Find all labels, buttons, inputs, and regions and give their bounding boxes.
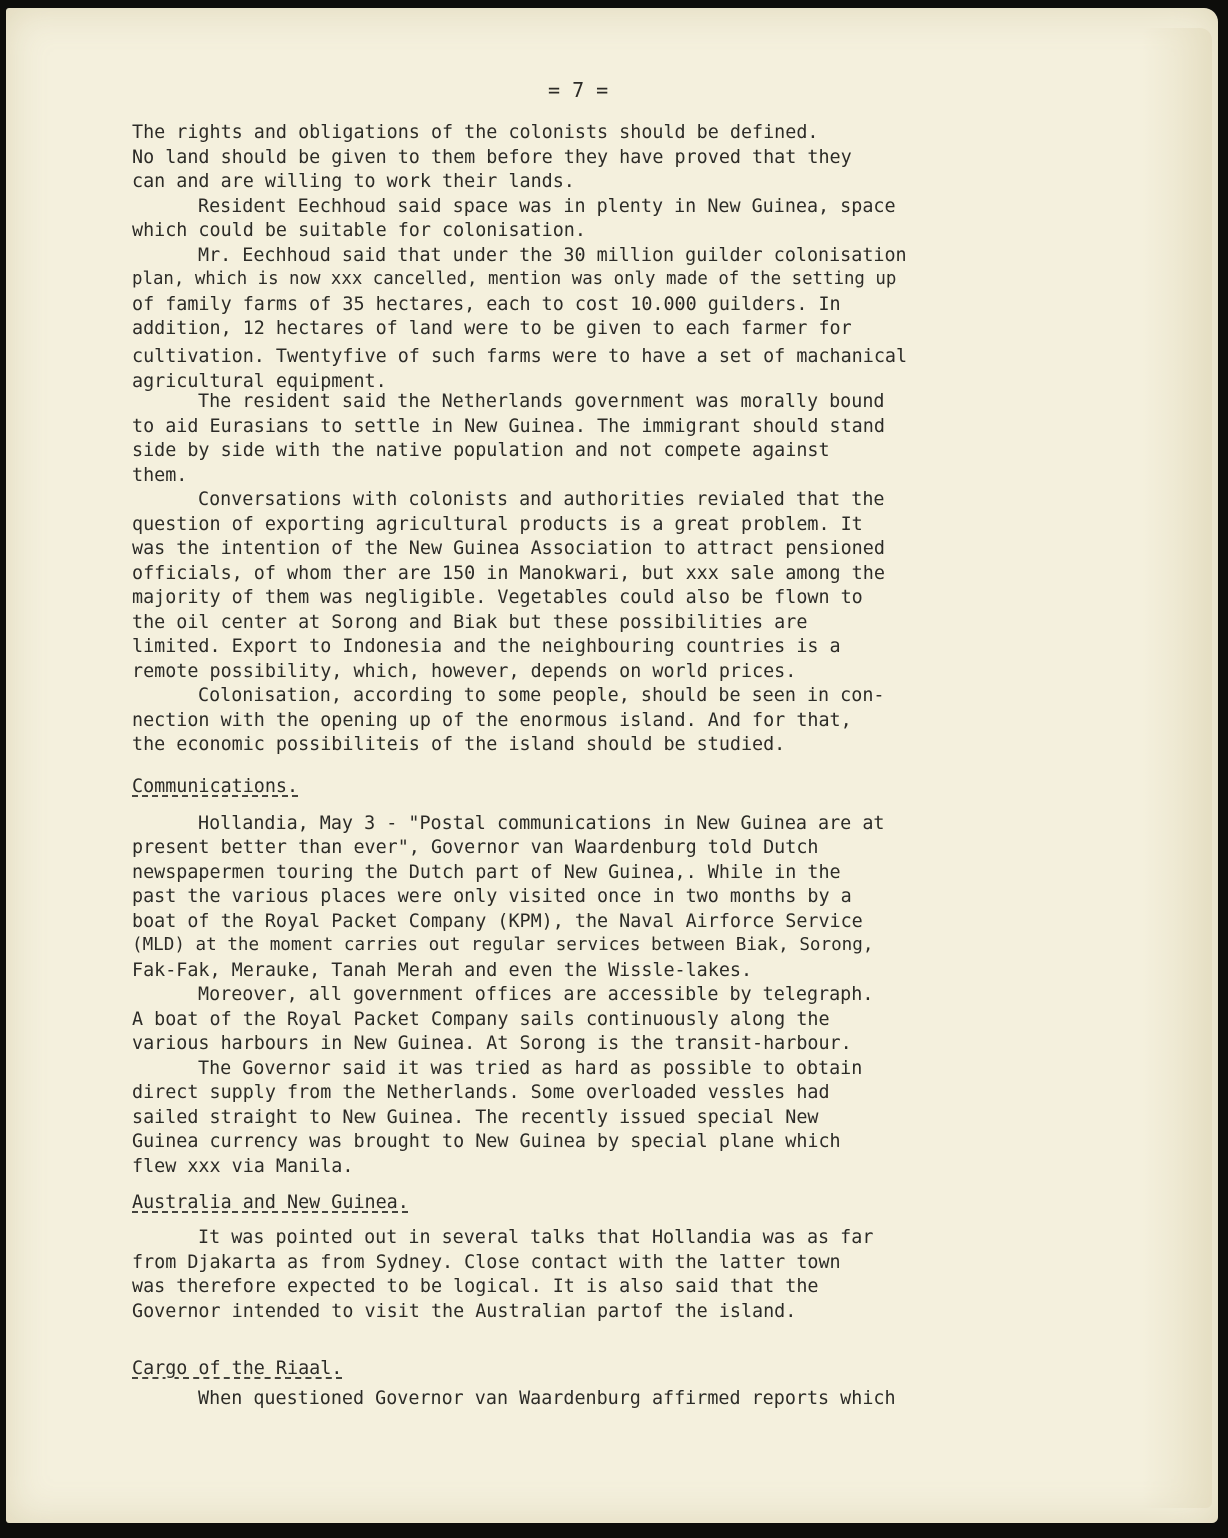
body-line: flew xxx via Manila.	[132, 1156, 354, 1177]
body-line: Mr. Eechhoud said that under the 30 million guilder colonisation	[198, 245, 907, 266]
body-line: Conversations with colonists and authorities revialed that the	[198, 489, 885, 510]
body-line: nection with the opening up of the enormous island. And for that,	[132, 710, 852, 731]
body-line: The Governor said it was tried as hard as possible to obtain	[198, 1058, 863, 1079]
body-line: Guinea currency was brought to New Guinea by special plane which	[132, 1131, 841, 1152]
body-line: side by side with the native population and not compete against	[132, 440, 830, 461]
body-line: officials, of whom ther are 150 in Manokwari, but xxx sale among the	[132, 563, 885, 584]
body-line: A boat of the Royal Packet Company sails continuously along the	[132, 1009, 830, 1030]
body-line: sailed straight to New Guinea. The recently issued special New	[132, 1107, 819, 1128]
body-line: boat of the Royal Packet Company (KPM), the Naval Airforce Service	[132, 911, 863, 932]
body-line: direct supply from the Netherlands. Some overloaded vessles had	[132, 1082, 830, 1103]
body-line: various harbours in New Guinea. At Sorong is the transit-harbour.	[132, 1033, 852, 1054]
body-line: was the intention of the New Guinea Association to attract pensioned	[132, 538, 885, 559]
body-line: Hollandia, May 3 - "Postal communications in New Guinea are at	[198, 813, 885, 834]
body-line: Moreover, all government offices are accessible by telegraph.	[198, 984, 874, 1005]
body-line: can and are willing to work their lands.	[132, 171, 575, 192]
body-line: When questioned Governor van Waardenburg affirmed reports which	[198, 1388, 896, 1409]
body-line: The rights and obligations of the colonists should be defined.	[132, 122, 819, 143]
body-line: newspapermen touring the Dutch part of New Guinea,. While in the	[132, 862, 841, 883]
document-body	[132, 0, 1192, 1449]
body-line: which could be suitable for colonisation.	[132, 220, 586, 241]
page-number: = 7 =	[548, 78, 609, 102]
body-line: cultivation. Twentyfive of such farms were to have a set of machanical agricultural equipment.	[132, 346, 908, 392]
body-line: (MLD) at the moment carries out regular services between Biak, Sorong,	[132, 935, 874, 955]
body-line: limited. Export to Indonesia and the neighbouring countries is a	[132, 636, 841, 657]
body-line: Colonisation, according to some people, should be seen in con-	[198, 685, 885, 706]
body-line: from Djakarta as from Sydney. Close contact with the latter town	[132, 1252, 841, 1273]
body-line: them.	[132, 465, 188, 486]
body-line: of family farms of 35 hectares, each to cost 10.000 guilders. In	[132, 294, 841, 315]
body-line: Fak-Fak, Merauke, Tanah Merah and even the Wissle-lakes.	[132, 960, 753, 981]
body-line: The resident said the Netherlands government was morally bound	[198, 391, 885, 412]
body-line: remote possibility, which, however, depends on world prices.	[132, 661, 797, 682]
section-heading: Communications.	[132, 776, 299, 797]
body-line: past the various places were only visited once in two months by a	[132, 886, 852, 907]
body-line: the economic possibiliteis of the island should be studied.	[132, 734, 786, 755]
body-line: was therefore expected to be logical. It is also said that the	[132, 1276, 819, 1297]
body-line: No land should be given to them before they have proved that they	[132, 147, 852, 168]
body-line: present better than ever", Governor van Waardenburg told Dutch	[132, 837, 819, 858]
body-line: the oil center at Sorong and Biak but these possibilities are	[132, 612, 808, 633]
body-line: Governor intended to visit the Australian partof the island.	[132, 1301, 797, 1322]
body-line: plan, which is now xxx cancelled, mention was only made of the setting up	[132, 269, 897, 289]
section-heading: Cargo of the Riaal.	[132, 1358, 343, 1379]
body-line: to aid Eurasians to settle in New Guinea. The immigrant should stand	[132, 416, 885, 437]
body-line: majority of them was negligible. Vegetables could also be flown to	[132, 587, 863, 608]
body-line: It was pointed out in several talks that Hollandia was as far	[198, 1227, 874, 1248]
section-heading: Australia and New Guinea.	[132, 1192, 409, 1213]
body-line: Resident Eechhoud said space was in plenty in New Guinea, space	[198, 196, 896, 217]
body-line: question of exporting agricultural products is a great problem. It	[132, 514, 863, 535]
body-line: addition, 12 hectares of land were to be given to each farmer for	[132, 318, 852, 339]
